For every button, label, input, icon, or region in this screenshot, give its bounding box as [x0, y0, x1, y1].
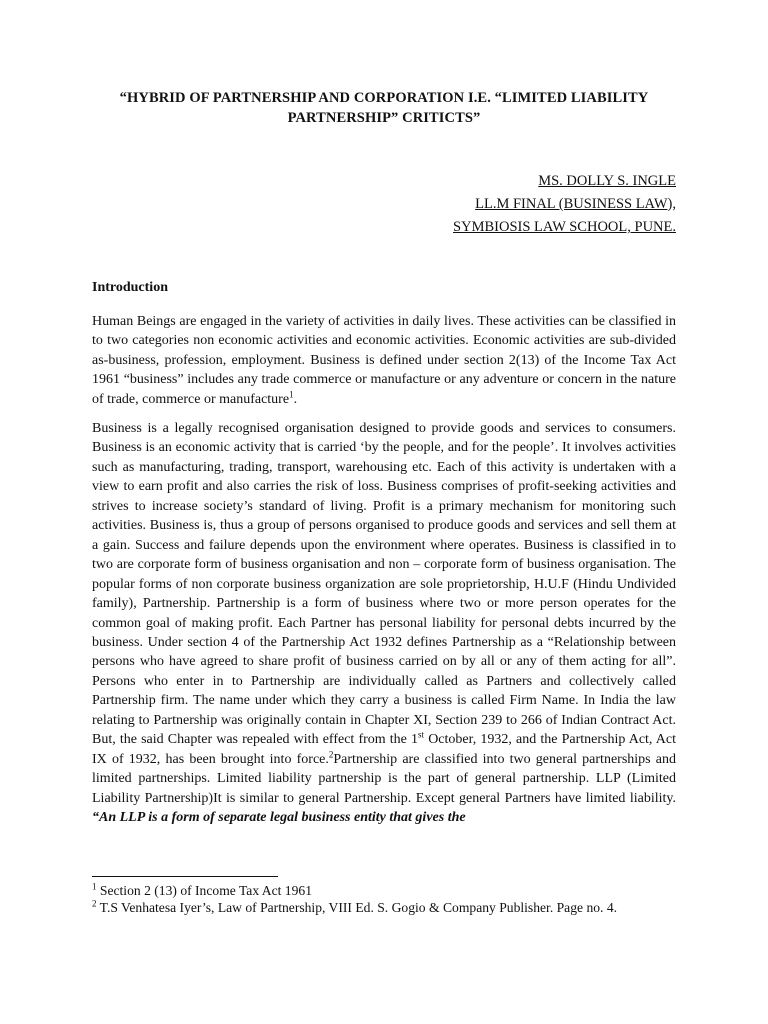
- paragraph-2-part-2: October, 1932, and the Partnership Act, Act IX of 1932, has been brought into force.: [92, 732, 676, 767]
- author-degree: LL.M FINAL (BUSINESS LAW),: [475, 196, 676, 212]
- ordinal-suffix: st: [418, 729, 425, 740]
- paragraph-1: [92, 312, 676, 409]
- paragraph-1-text: Human Beings are engaged in the variety of activities in daily lives. These activities can be classified in to two categories non economic activities and economic activities. Economic activities are sub-divided as-business, profession, employment. Business is defined under section 2(13) of the Income Tax Act 1961 “business” includes any trade commerce or manufacture or any adventure or concern in the nature of trade, commerce or manufacture: [92, 314, 676, 407]
- footnote-ref-2: 2: [328, 749, 334, 760]
- footnote-1: [92, 882, 676, 899]
- footnote-ref-1: 1: [289, 389, 294, 400]
- emphasized-quote: “An LLP is a form of separate legal business entity that gives the: [92, 810, 466, 826]
- author-institution: SYMBIOSIS LAW SCHOOL, PUNE.: [453, 219, 676, 235]
- footnote-2-number: 2: [92, 898, 97, 909]
- paragraph-2-part-3: Partnership are classified into two general partnerships and limited partnerships. Limited liability partnership is the part of general partnership. LLP (Limited Liability Partnership)It is similar to general Partnership. Except general Partners have limited liability.: [92, 751, 677, 806]
- footnote-1-number: 1: [92, 881, 97, 892]
- title-line-2: PARTNERSHIP” CRITICTS”: [287, 110, 481, 126]
- footnotes: [92, 882, 676, 916]
- paragraph-2: [92, 419, 676, 828]
- paragraph-1-end: .: [293, 391, 298, 407]
- document-title: [92, 88, 676, 128]
- section-heading: Introduction: [92, 280, 168, 295]
- footnote-1-text: Section 2 (13) of Income Tax Act 1961: [96, 883, 312, 898]
- footnote-2-text: T.S Venhatesa Iyer’s, Law of Partnership, VIII Ed. S. Gogio & Company Publisher. Page no. 4.: [96, 900, 618, 915]
- footnote-separator: [92, 876, 278, 877]
- author-block: [453, 170, 676, 239]
- paragraph-2-part-1: Business is a legally recognised organisation designed to provide goods and services to consumers. Business is an economic activity that is carried ‘by the people, and for the people’. It involves activities such as manufacturing, trading, transport, warehousing etc. Each of this activity is undertaken with a view to earn profit and also carries the risk of loss. Business comprises of profit-seeking activities and strives to increase society’s standard of living. Profit is a primary mechanism for monitoring such activities. Business is, thus a group of persons organised to produce goods and services and sell them at a gain. Success and failure depends upon the environment where operates. Business is classified in to two are corporate form of business organisation and non – corporate form of business organisation. The popular forms of non corporate business organization are sole proprietorship, H.U.F (Hindu Undivided family), Partnership. Partnership is a form of business where two or more person operates for the common goal of making profit. Each Partner has personal liability for personal debts incurred by the business. Under section 4 of the Partnership Act 1932 defines Partnership as a “Relationship between persons who have agreed to share profit of business carried on by all or any of them acting for all”. Persons who enter in to Partnership are individually called as Partners and collectively called Partnership firm. The name under which they carry a business is called Firm Name. In India the law relating to Partnership was originally contain in Chapter XI, Section 239 to 266 of Indian Contract Act. But, the said Chapter was repealed with effect from the 1: [92, 421, 676, 748]
- title-line-1: “HYBRID OF PARTNERSHIP AND CORPORATION I.E. “LIMITED LIABILITY: [119, 90, 649, 106]
- footnote-2: [92, 899, 676, 916]
- author-name: MS. DOLLY S. INGLE: [538, 173, 676, 189]
